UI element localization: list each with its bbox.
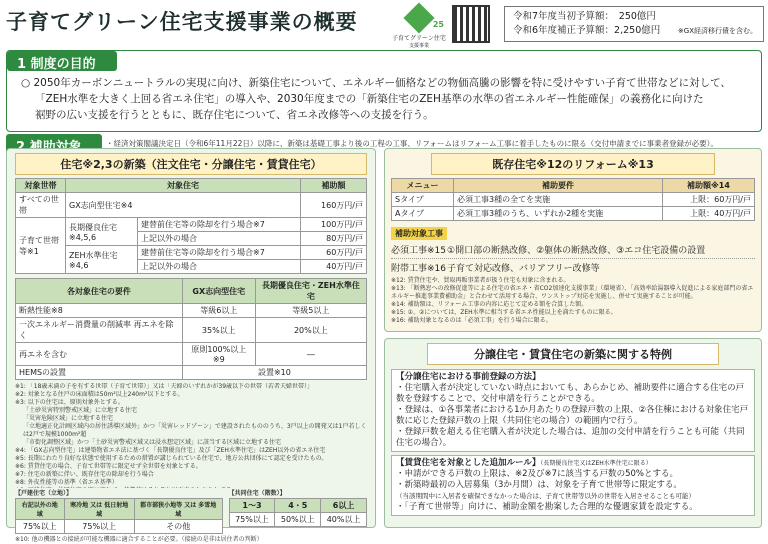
detached-val: 75%以上	[64, 520, 134, 534]
note-line: 「土砂災害特別警戒区域」に立地する住宅	[23, 407, 138, 414]
presale-item: ・住宅購入者が決定していない時点においても、あらかじめ、補助要件に適合する住宅の戸数を登録することで、交付申請を行うことができる。	[396, 383, 745, 404]
long-term-house: 長期優良住宅※4,5,6	[66, 218, 138, 246]
req-row-label: HEMSの設置	[16, 366, 183, 380]
gx-house: GX志向型住宅※4	[66, 193, 301, 218]
note-line: 「市街化調整区域」かつ「土砂災害警戒区域又は浸水想定区域」に該当する区域に立地する住宅	[23, 439, 282, 446]
apartment-table	[229, 498, 367, 527]
long-amount-a: 100万円/戸	[301, 218, 367, 232]
reform-note: ※16: 補助対象となるのは「必須工事」を行う場合に限る。	[391, 317, 552, 324]
reform-note: ※13: 「断熱窓への改修促進等による住宅の省エネ・省CO2加速化支援事業」（環境省）、「高効率給湯器導入促進による家庭部門の省エネルギー推進事業費補助金」と合わせて活用する場合、ワンストップ対応を実施し、併せて実施することが可能。	[391, 285, 754, 300]
req-cell: 設置※10	[182, 366, 366, 380]
long-amount-b: 80万円/戸	[301, 232, 367, 246]
purpose-text	[21, 75, 751, 123]
apartment-col: 1〜3	[229, 499, 275, 513]
req-cell: 20%以上	[255, 318, 366, 343]
req-col-2: 長期優良住宅・ZEH水準住宅	[255, 279, 366, 304]
reform-note: ※12: 賃貸住宅や、買取再販事業者が扱う住宅も対象に含まれる。	[391, 277, 570, 284]
note-line: ※8: 外皮性能等の基準（省エネ基準）	[15, 479, 118, 486]
row-kids-households: 子育て世帯等※1	[16, 218, 66, 274]
section-1-heading: 1 制度の目的	[7, 51, 117, 71]
zeh-house: ZEH水準住宅※4,6	[66, 246, 138, 274]
right-column	[384, 148, 762, 528]
reform-amount: 上限：60万円/戸	[663, 193, 755, 207]
zeh-amount-a: 60万円/戸	[301, 246, 367, 260]
req-cell: ―	[255, 343, 366, 366]
reform-menu: Aタイプ	[392, 207, 454, 221]
req-col-1: GX志向型住宅	[182, 279, 255, 304]
sub-works-label: 附帯工事※16	[391, 264, 446, 274]
apartment-val: 40%以上	[321, 513, 367, 527]
purpose-line-3: 裾野の広い支援を行うとともに、既存住宅について、省エネ改修等への支援を行う。	[35, 109, 434, 121]
new-construction-panel	[6, 148, 376, 543]
budget-box	[504, 6, 764, 42]
purpose-line-1: ○ 2050年カーボンニュートラルの実現に向け、新築住宅について、エネルギー価格などの物価高騰の影響を特に受けやすい子育て世帯などに対して、	[21, 77, 731, 89]
zeh-amount-b: 40万円/戸	[301, 260, 367, 274]
note-line: 「災害危険区域」に立地する住宅	[23, 415, 114, 422]
detached-col: 右記以外の地域	[16, 499, 65, 520]
long-other: 上記以外の場合	[138, 232, 301, 246]
rental-item: ・新築時最初の入居募集（3か月間）は、対象を子育て世帯等に限定する。	[396, 480, 682, 490]
house-logo-icon	[403, 2, 434, 33]
long-rebuild: 建替前住宅等の除却を行う場合※7	[138, 218, 301, 232]
budget-note: ※GX経済移行債を含む。	[677, 27, 757, 35]
special-panel	[384, 338, 762, 528]
req-cell: 35%以上	[182, 318, 255, 343]
qr-code[interactable]	[452, 5, 490, 43]
reform-heading: 既存住宅※12のリフォーム※13	[431, 153, 715, 175]
reform-col: 補助額※14	[663, 179, 755, 193]
reform-col: 補助要件	[454, 179, 663, 193]
zeh-other: 上記以外の場合	[138, 260, 301, 274]
special-heading: 分譲住宅・賃貸住宅の新築に関する特例	[427, 343, 719, 365]
apartment-title: 【共同住宅（階数）】	[228, 490, 286, 497]
reform-col: メニュー	[392, 179, 454, 193]
presale-title: 【分譲住宅における事前登録の方法】	[396, 372, 541, 382]
detached-title: 【戸建住宅（立地）】	[15, 490, 73, 497]
sub-works-text: 子育て対応改修、バリアフリー改修等	[447, 264, 600, 274]
note-line: ※2: 対象となる住戸の床面積は50m²以上240m²以下とする。	[15, 391, 184, 398]
purpose-line-2: 「ZEH水準を大きく上回る省エネ住宅」の導入や、2030年度までの「新築住宅のZEH基準の水準の省エネルギー性能確保」の義務化に向けた	[35, 93, 704, 105]
req-row-label: 再エネを含む	[16, 343, 183, 366]
new-notes	[15, 383, 367, 488]
req-cell: 原則100%以上※9	[182, 343, 255, 366]
gx-amount: 160万円/戸	[301, 193, 367, 218]
zeh-rebuild: 建替前住宅等の除却を行う場合※7	[138, 246, 301, 260]
note-line: ※1: 「18歳未満の子を有する世帯（子育て世帯）」又は「夫婦のいずれかが39歳以下の世帯（若者夫婦世帯）」	[15, 383, 314, 390]
apartment-val: 50%以上	[275, 513, 321, 527]
logo-sub: 支援事業	[408, 43, 429, 49]
page-title: 子育てグリーン住宅支援事業の概要	[6, 10, 358, 34]
requirements-table	[15, 278, 367, 380]
detached-col: 寒冷地 又は 低日射地域	[64, 499, 134, 520]
req-cell: 等級6以上	[182, 304, 255, 318]
logo	[392, 4, 446, 48]
section-2-note: ・経済対策閣議決定日（令和6年11月22日）以降に、新築は基礎工事より後の工程の工事、リフォームはリフォーム工事に着手したものに限る（交付申請までに事業者登録が必要）。	[106, 139, 718, 148]
col-house: 対象住宅	[66, 179, 301, 193]
note-line: ※4: 「GX志向型住宅」は建築物省エネ法に基づく「長期優良住宅」及び「ZEH水準住宅」はZEH以外の省エネ住宅	[15, 447, 326, 454]
note-line	[15, 487, 367, 488]
apartment-val: 75%以上	[229, 513, 275, 527]
note-line: 「立地適正化計画区域内の居住誘導区域外」かつ「災害レッドゾーン」で建設されたもののうち、3戸以上の開発又は1戸若しくは2戸で規模1000m²超	[23, 423, 367, 438]
works-tag: 補助対象工事	[391, 227, 447, 240]
detached-col: 都市部狭小地等 又は 多雪地域	[134, 499, 222, 520]
req-row-label: 一次エネルギー消費量の削減率 再エネを除く	[16, 318, 183, 343]
row-all-households: すべての世帯	[16, 193, 66, 218]
must-works-label: 必須工事※15	[391, 246, 446, 256]
reform-panel	[384, 148, 762, 332]
rental-item: （当該期間中に入居者を確保できなかった場合は、子育て世帯等以外の世帯を入居させることも可能）	[396, 492, 695, 500]
footnote: ※10: 他の機器との接続が可能な機器に適合することが必要。（接続の是非は居住者の判断）	[15, 536, 263, 543]
detached-val: その他	[134, 520, 222, 534]
note-line: ※5: 長期にわたり良好な状態で使用するための措置が講じられている住宅で、地方公共団体にて認定を受けたもの。	[15, 455, 328, 462]
col-household: 対象世帯	[16, 179, 66, 193]
detached-table	[15, 498, 223, 534]
criteria-tables	[15, 490, 367, 534]
section-purpose	[6, 50, 762, 132]
rental-title: 【賃貸住宅を対象とした追加ルール】	[396, 458, 541, 468]
note-line: ※6: 賃貸住宅の場合、子育て世帯等に限定せず全世帯を対象とする。	[15, 463, 202, 470]
req-row-label: 断熱性能※8	[16, 304, 183, 318]
subsidy-table	[15, 178, 367, 274]
new-construction-heading: 住宅※2,3の新築（注文住宅・分譲住宅・賃貸住宅）	[15, 153, 367, 175]
detached-val: 75%以上	[16, 520, 65, 534]
note-line: ※3: 以下の住宅は、原則対象外とする。	[15, 399, 124, 406]
reform-menu: Sタイプ	[392, 193, 454, 207]
note-line: ※7: 住宅の新築に伴い、既存住宅の除却を行う場合	[15, 471, 154, 478]
col-amount: 補助額	[301, 179, 367, 193]
reform-note: ※15: ①、②については、ZEH水準に相当する省エネ性能以上を満たすものに限る。	[391, 309, 617, 316]
budget-line-2: 令和6年度補正予算額：2,250億円	[513, 25, 661, 36]
presale-item: ・登録は、①各事業者における1か月あたりの登録戸数の上限、②各住棟における対象住宅戸数に応じた登録戸数の上限（共同住宅の場合）の範囲内で行う。	[396, 405, 749, 426]
req-col-0: 各対象住宅の要件	[16, 279, 183, 304]
reform-amount: 上限：40万円/戸	[663, 207, 755, 221]
apartment-col: 6以上	[321, 499, 367, 513]
reform-note: ※14: 補助額は、リフォーム工事の内容に応じて定める額を合算した額。	[391, 301, 588, 308]
presale-item: ・登録戸数を超える住宅購入者が決定した場合は、追加の交付申請を行うことも可能（共同住宅の場合）。	[396, 427, 745, 448]
logo-number: 25	[432, 20, 444, 29]
reform-req: 必須工事3種のうち、いずれか2種を実施	[454, 207, 663, 221]
logo-caption: 子育てグリーン住宅	[392, 35, 446, 42]
rental-sub: （長期優良住宅又はZEH水準住宅に限る）	[540, 460, 652, 467]
rental-item: ・「子育て世帯等」向けに、補助金額を勘案した合理的な優遇家賃を設定する。	[396, 502, 698, 512]
must-works-text: ①開口部の断熱改修、②躯体の断熱改修、③エコ住宅設備の設置	[447, 246, 706, 256]
reform-req: 必須工事3種の全てを実施	[454, 193, 663, 207]
budget-line-1: 令和7年度当初予算額： 250億円	[513, 11, 656, 22]
rental-item: ・申請ができる戸数の上限は、※2及び※7に該当する戸数の50%とする。	[396, 469, 678, 479]
apartment-col: 4・5	[275, 499, 321, 513]
reform-table	[391, 178, 755, 221]
req-cell: 等級5以上	[255, 304, 366, 318]
